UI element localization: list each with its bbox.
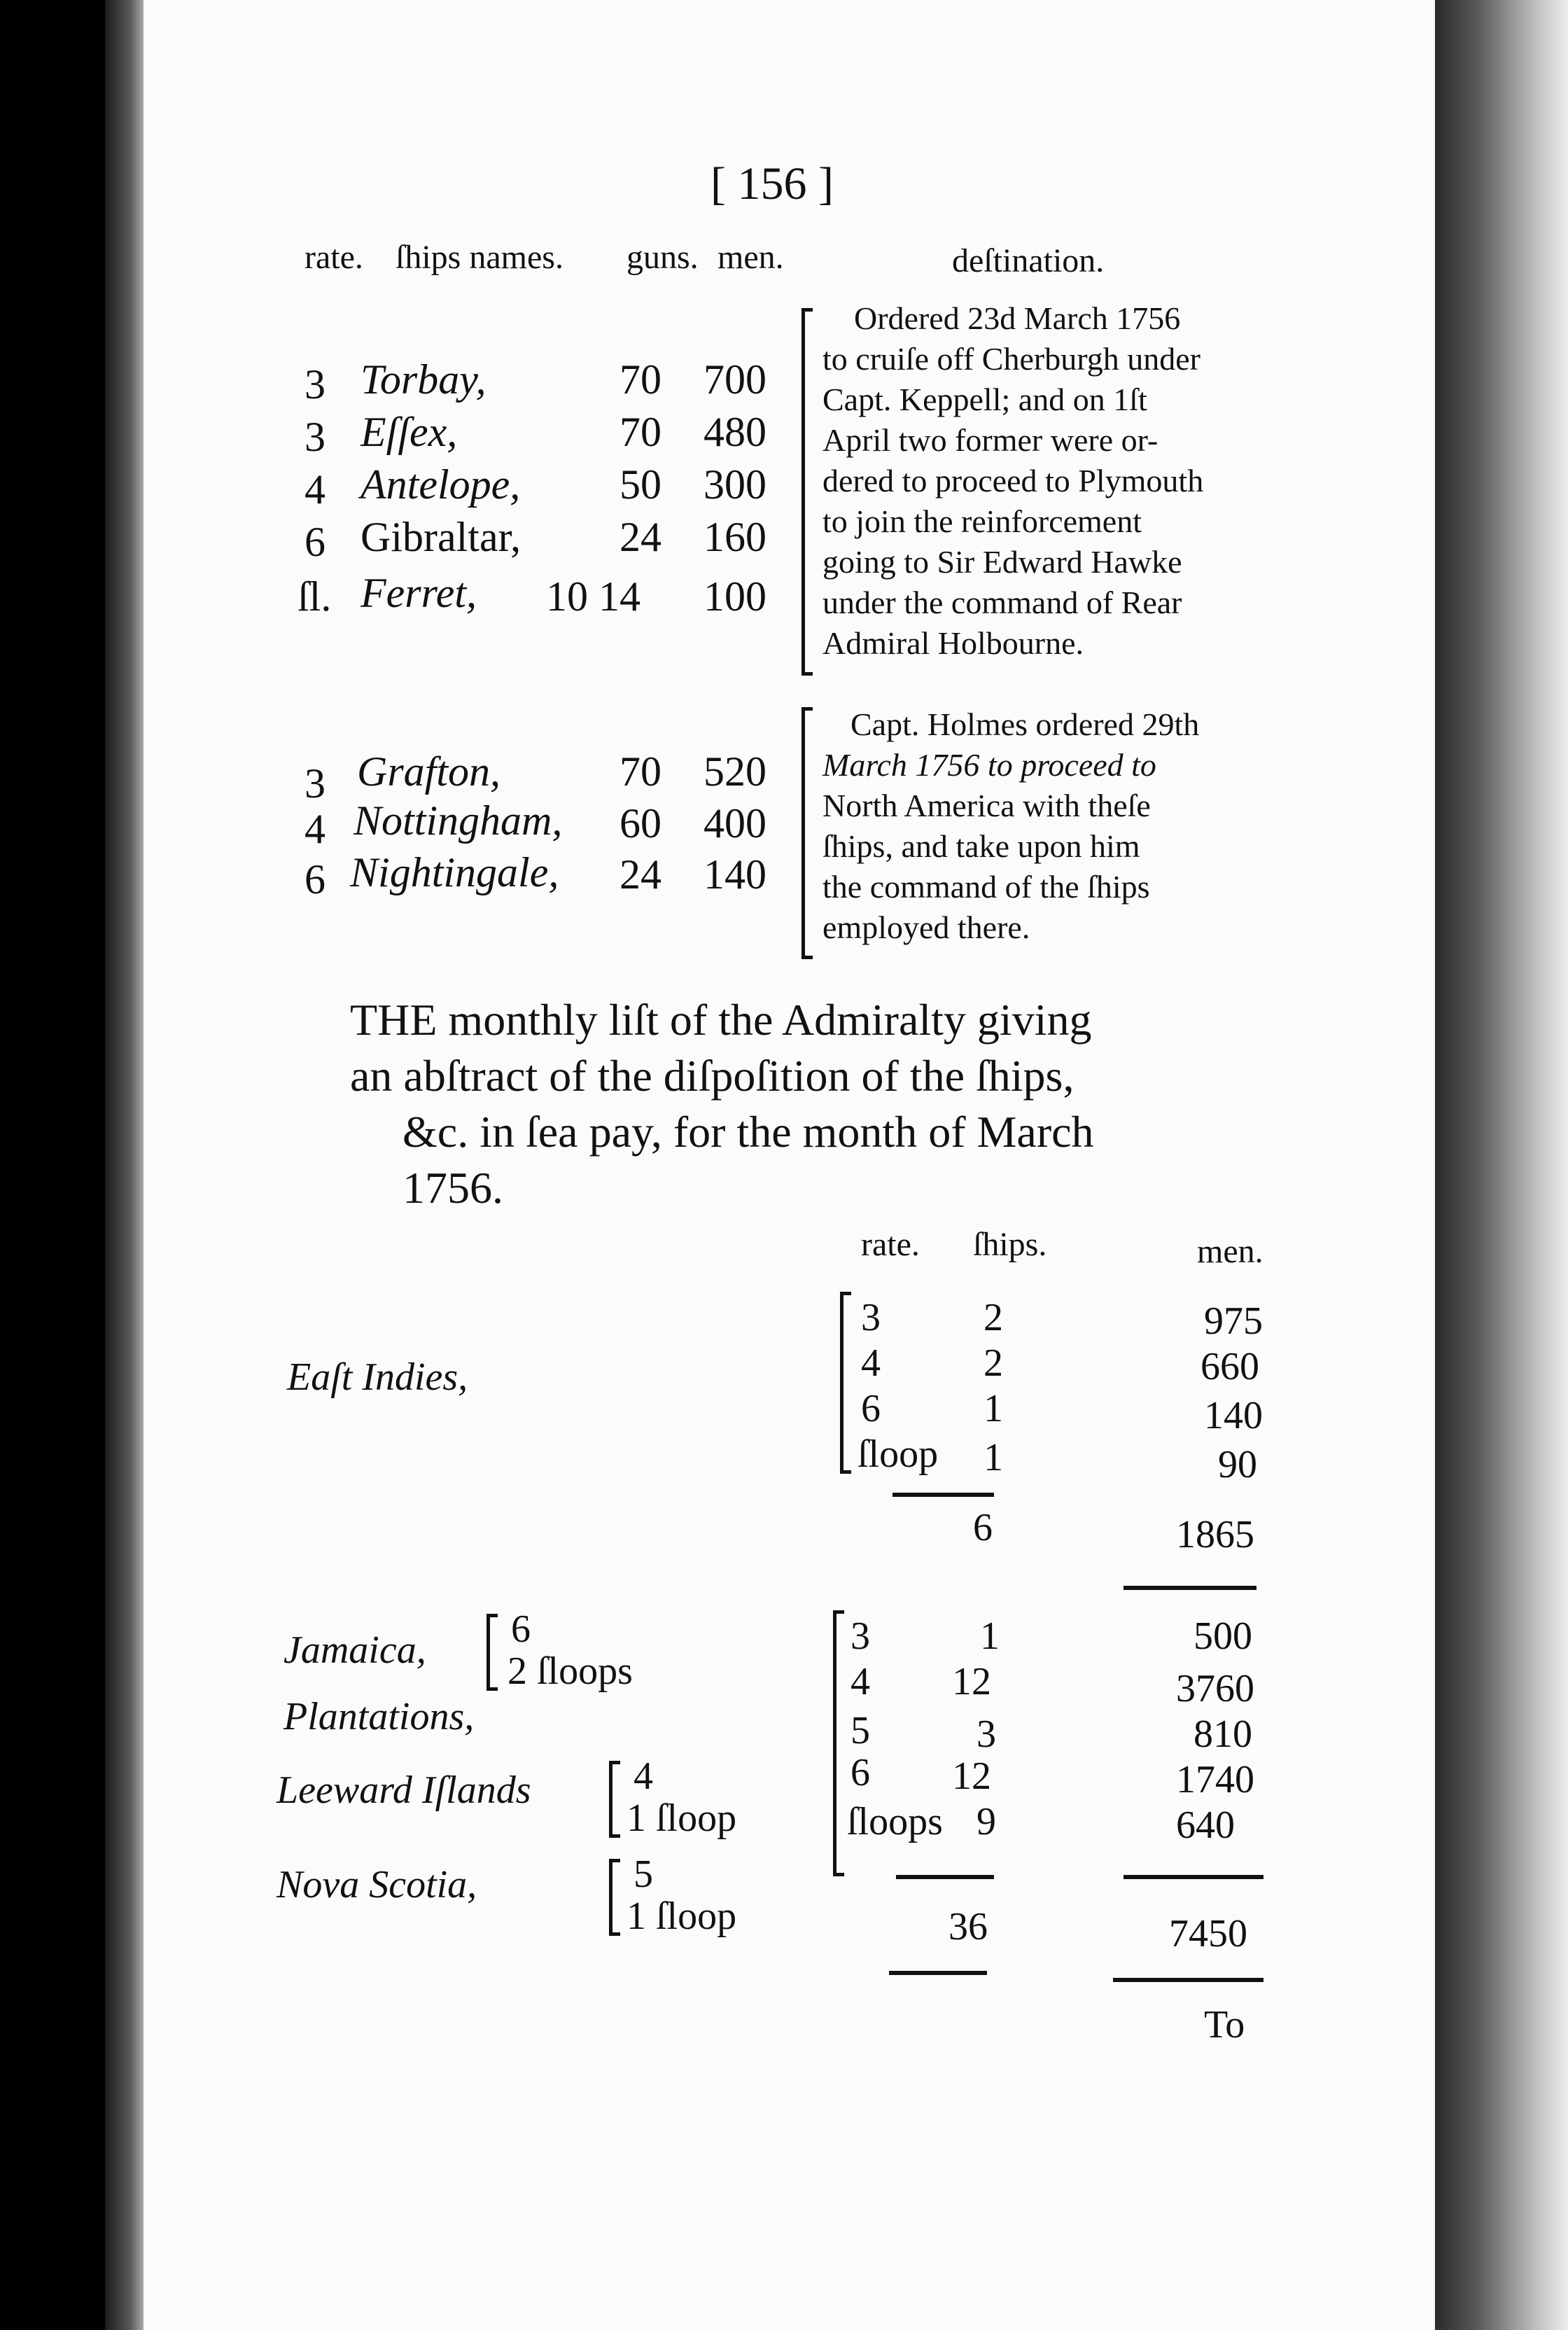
table-ships: 2 <box>983 1296 1003 1339</box>
nova-scotia-brace <box>609 1859 612 1936</box>
ship-rate: 3 <box>304 361 326 407</box>
paragraph-line: 1756. <box>402 1163 503 1213</box>
header-guns: guns. <box>626 239 699 276</box>
group2-brace <box>802 707 805 959</box>
destination-line: under the command of Rear <box>822 585 1182 620</box>
table-rate: 6 <box>861 1387 881 1430</box>
page-number: [ 156 ] <box>710 158 834 209</box>
jamaica-sloops: 2 ſloops <box>507 1649 633 1693</box>
paragraph-line: &c. in ſea pay, for the month of March <box>402 1107 1094 1157</box>
table-header-rate: rate. <box>861 1226 920 1263</box>
destination-line: to cruiſe off Cherburgh under <box>822 341 1200 377</box>
table-rate: 4 <box>861 1341 881 1385</box>
destination-line: to join the reinforcement <box>822 503 1142 539</box>
west-ships-rule-bottom <box>889 1971 987 1975</box>
ship-men: 700 <box>704 356 766 403</box>
destination-line: Capt. Holmes ordered 29th <box>850 706 1200 742</box>
table-rate: 5 <box>850 1709 870 1752</box>
destination-line: the command of the ſhips <box>822 869 1150 905</box>
table-men: 140 <box>1204 1394 1263 1437</box>
table-rate: 4 <box>850 1660 870 1703</box>
ship-men: 400 <box>704 800 766 846</box>
ship-guns: 24 <box>620 851 662 898</box>
table-men: 975 <box>1204 1299 1263 1343</box>
nova-scotia-label: Nova Scotia, <box>276 1863 477 1906</box>
west-total-ships: 36 <box>948 1905 988 1948</box>
ship-guns: 70 <box>620 748 662 795</box>
west-ships-rule <box>896 1875 994 1879</box>
table-ships: 9 <box>976 1800 996 1843</box>
ship-rate: 4 <box>304 806 326 852</box>
paragraph-line: an abſtract of the diſpoſition of the ſhips, <box>350 1051 1074 1101</box>
ship-men: 480 <box>704 409 766 455</box>
table-men: 810 <box>1194 1712 1252 1756</box>
ship-rate: 6 <box>304 519 326 565</box>
jamaica-brace <box>486 1614 490 1691</box>
table-ships: 1 <box>983 1387 1003 1430</box>
table-rate: ſloops <box>847 1800 943 1843</box>
ship-name: Nightingale, <box>350 849 559 895</box>
table-men: 1740 <box>1176 1758 1254 1801</box>
destination-line: Capt. Keppell; and on 1ſt <box>822 382 1147 417</box>
ship-rate: 4 <box>304 466 326 512</box>
ship-men: 100 <box>704 573 766 620</box>
paragraph-line: THE monthly liſt of the Admiralty giving <box>350 995 1092 1045</box>
east-indies-total-ships: 6 <box>973 1506 993 1549</box>
east-indies-label: Eaſt Indies, <box>287 1355 468 1399</box>
table-ships: 2 <box>983 1341 1003 1385</box>
west-brace <box>833 1610 836 1876</box>
ship-name: Gibraltar, <box>360 514 522 560</box>
destination-line: Admiral Holbourne. <box>822 625 1084 661</box>
left-gutter-shadow <box>105 0 147 2330</box>
destination-line: March 1756 to proceed to <box>822 747 1156 783</box>
ship-guns: 50 <box>620 461 662 508</box>
catchword: To <box>1204 2003 1245 2046</box>
ship-men: 300 <box>704 461 766 508</box>
table-ships: 3 <box>976 1712 996 1756</box>
destination-line: North America with theſe <box>822 788 1151 823</box>
ship-guns: 70 <box>620 356 662 403</box>
east-indies-brace <box>840 1292 844 1474</box>
ship-guns: 10 14 <box>546 573 640 620</box>
jamaica-label: Jamaica, <box>284 1628 426 1672</box>
table-men: 640 <box>1176 1804 1235 1847</box>
ship-rate: 6 <box>304 856 326 902</box>
leeward-brace <box>609 1761 612 1838</box>
west-men-rule-bottom <box>1113 1978 1264 1982</box>
east-indies-men-rule <box>1124 1586 1256 1590</box>
header-ships-names: ſhips names. <box>396 239 564 276</box>
ship-name: Eſſex, <box>360 409 458 455</box>
jamaica-rate: 6 <box>511 1607 531 1651</box>
destination-line: employed there. <box>822 909 1030 945</box>
table-ships: 1 <box>983 1436 1003 1479</box>
right-page-edge <box>1435 0 1568 2330</box>
destination-line: April two former were or- <box>822 422 1158 458</box>
header-rate: rate. <box>304 239 363 276</box>
ship-name: Torbay, <box>360 356 486 403</box>
table-rate: 6 <box>850 1751 870 1794</box>
table-ships: 12 <box>952 1660 991 1703</box>
west-men-rule-top <box>1124 1875 1264 1879</box>
ship-name: Grafton, <box>357 748 501 795</box>
table-men: 500 <box>1194 1614 1252 1658</box>
ship-name: Nottingham, <box>354 797 563 844</box>
ship-guns: 24 <box>620 514 662 560</box>
leeward-rate: 4 <box>634 1755 653 1798</box>
table-men: 660 <box>1200 1345 1259 1388</box>
ship-men: 520 <box>704 748 766 795</box>
leeward-sloop: 1 ſloop <box>626 1797 737 1840</box>
nova-scotia-sloop: 1 ſloop <box>626 1895 737 1938</box>
east-indies-ships-rule <box>892 1493 994 1497</box>
table-ships: 12 <box>952 1755 991 1798</box>
nova-scotia-rate: 5 <box>634 1853 653 1896</box>
ship-rate: ſl. <box>298 573 332 620</box>
ship-rate: 3 <box>304 414 326 460</box>
table-header-men: men. <box>1197 1233 1264 1270</box>
table-men: 90 <box>1218 1443 1257 1486</box>
table-men: 3760 <box>1176 1667 1254 1710</box>
group1-brace <box>802 308 805 676</box>
ship-name: Ferret, <box>360 570 477 616</box>
leeward-islands-label: Leeward Iſlands <box>276 1769 531 1812</box>
east-indies-total-men: 1865 <box>1176 1513 1254 1556</box>
ship-rate: 3 <box>304 760 326 807</box>
destination-line: Ordered 23d March 1756 <box>854 300 1181 336</box>
table-header-ships: ſhips. <box>973 1226 1047 1263</box>
table-rate: ſloop <box>858 1432 939 1476</box>
table-rate: 3 <box>861 1296 881 1339</box>
header-men: men. <box>718 239 784 276</box>
west-total-men: 7450 <box>1169 1912 1247 1955</box>
destination-line: ſhips, and take upon him <box>822 828 1140 864</box>
ship-name: Antelope, <box>360 461 521 508</box>
plantations-label: Plantations, <box>284 1695 475 1738</box>
ship-guns: 60 <box>620 800 662 846</box>
destination-line: going to Sir Edward Hawke <box>822 544 1182 580</box>
ship-men: 140 <box>704 851 766 898</box>
ship-guns: 70 <box>620 409 662 455</box>
destination-line: dered to proceed to Plymouth <box>822 463 1204 498</box>
header-destination: deſtination. <box>952 242 1105 279</box>
table-rate: 3 <box>850 1614 870 1658</box>
ship-men: 160 <box>704 514 766 560</box>
table-ships: 1 <box>980 1614 1000 1658</box>
